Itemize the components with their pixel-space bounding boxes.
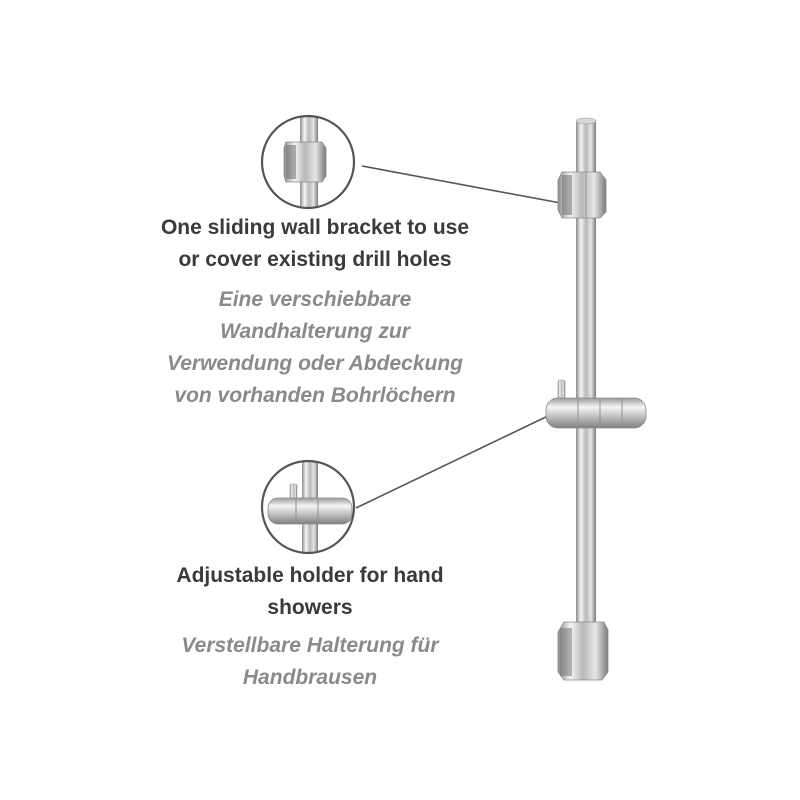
wall-bracket-top xyxy=(558,172,606,218)
caption-line: Eine verschiebbare xyxy=(218,288,412,311)
holder-caption-english xyxy=(130,560,490,624)
caption-line: or cover existing drill holes xyxy=(178,248,452,271)
holder-detail-magnifier xyxy=(262,455,354,565)
leader-line-holder xyxy=(356,415,550,508)
caption-line: Handbrausen xyxy=(242,666,378,689)
caption-line: von vorhanden Bohrlöchern xyxy=(174,384,456,407)
bracket-detail-magnifier xyxy=(262,110,354,220)
caption-line: Verstellbare Halterung für xyxy=(181,634,439,657)
caption-line: One sliding wall bracket to use xyxy=(160,216,470,239)
wall-bracket-bottom xyxy=(558,622,608,680)
bracket-caption-german xyxy=(120,284,510,412)
caption-line: showers xyxy=(267,596,353,619)
bracket-caption-english xyxy=(120,212,510,276)
caption-line: Wandhalterung zur xyxy=(220,320,410,343)
caption-line: Verwendung oder Abdeckung xyxy=(167,352,463,375)
caption-line: Adjustable holder for hand xyxy=(176,564,444,587)
leader-line-bracket xyxy=(362,166,566,204)
holder-caption-german xyxy=(130,630,490,694)
